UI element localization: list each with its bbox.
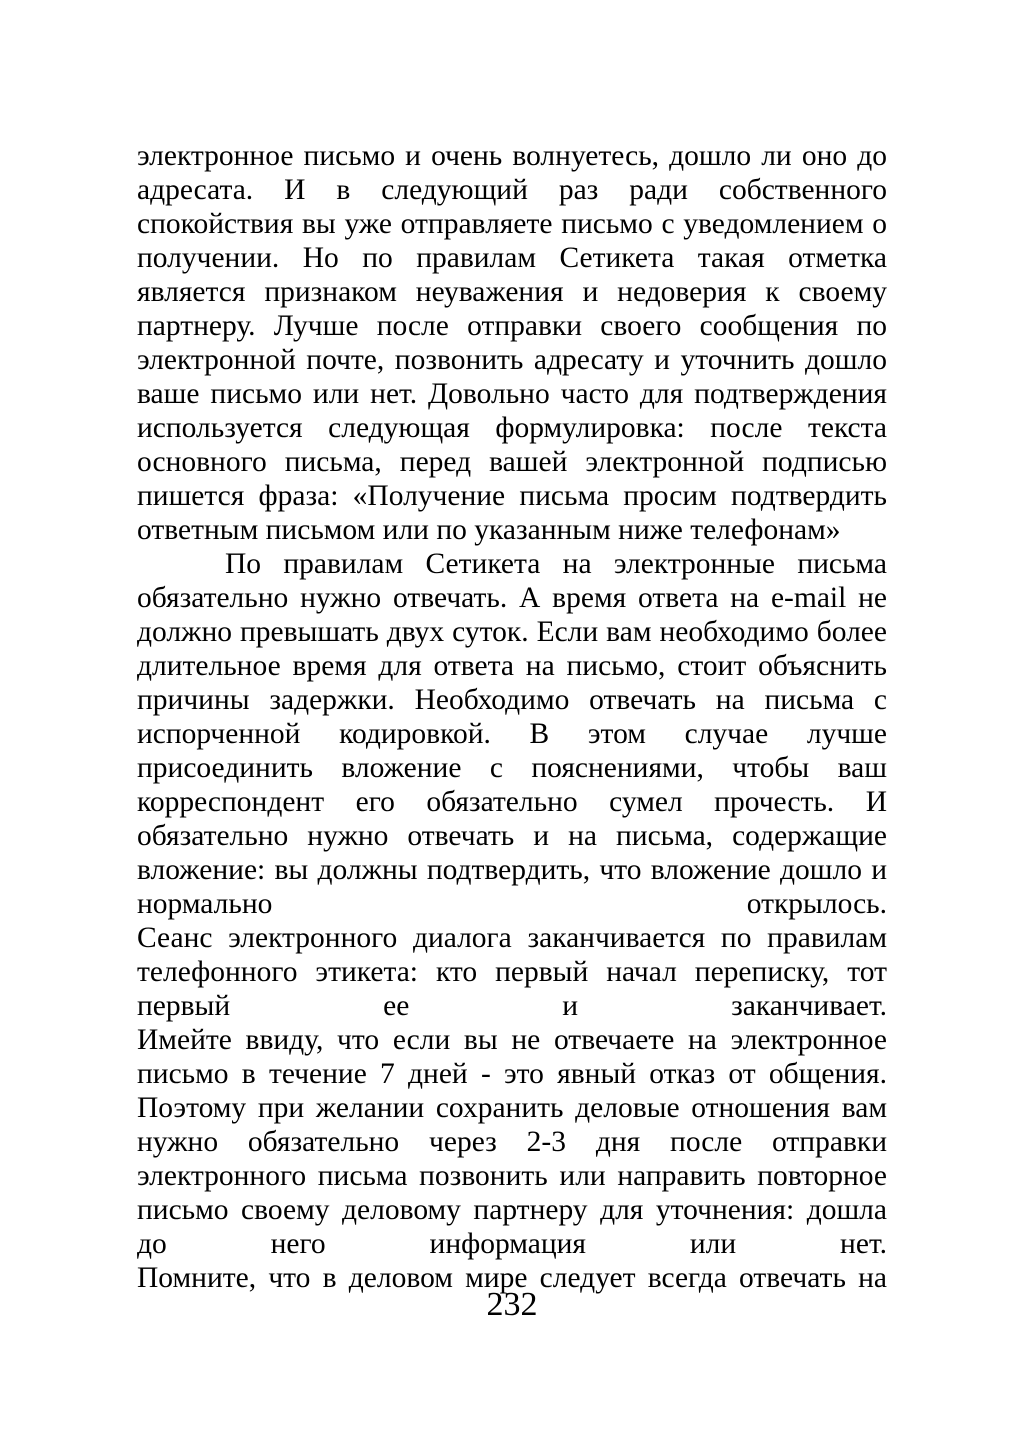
text-line: корреспондент его обязательно сумел прочесть. И — [137, 786, 887, 818]
text-line: используется следующая формулировка: после текста — [137, 412, 887, 444]
text-line: нужно обязательно через 2-3 дня после отправки — [137, 1126, 887, 1158]
text-line: Помните, что в деловом мире следует всегда отвечать на — [137, 1262, 887, 1294]
text-line: основного письма, перед вашей электронной подписью — [137, 446, 887, 478]
text-line: обязательно нужно отвечать. А время ответа на e-mail не — [137, 582, 887, 614]
text-line: ответным письмом или по указанным ниже телефонам» — [137, 514, 841, 546]
text-line: получении. Но по правилам Сетикета такая отметка — [137, 242, 887, 274]
text-line: письмо в течение 7 дней - это явный отказ от общения. — [137, 1058, 887, 1090]
body-text — [137, 139, 887, 1295]
text-line: электронной почте, позвонить адресату и уточнить дошло — [137, 344, 887, 376]
text-line: Имейте ввиду, что если вы не отвечаете на электронное — [137, 1024, 887, 1056]
text-line: Поэтому при желании сохранить деловые отношения вам — [137, 1092, 887, 1124]
text-line: присоединить вложение с пояснениями, чтобы ваш — [137, 752, 887, 784]
text-line: испорченной кодировкой. В этом случае лучше — [137, 718, 887, 750]
text-line: Сеанс электронного диалога заканчивается по правилам — [137, 922, 887, 954]
text-line: является признаком неуважения и недоверия к своему — [137, 276, 887, 308]
text-line: спокойствия вы уже отправляете письмо с уведомлением о — [137, 208, 887, 240]
text-line: адресата. И в следующий раз ради собственного — [137, 174, 887, 206]
text-line: ваше письмо или нет. Довольно часто для подтверждения — [137, 378, 887, 410]
text-line: причины задержки. Необходимо отвечать на письма с — [137, 684, 887, 716]
text-line: длительное время для ответа на письмо, стоит объяснить — [137, 650, 887, 682]
text-line: письмо своему деловому партнеру для уточнения: дошла — [137, 1194, 887, 1226]
text-line: обязательно нужно отвечать и на письма, содержащие — [137, 820, 887, 852]
text-line: телефонного этикета: кто первый начал переписку, тот — [137, 956, 887, 988]
text-line: первый ее и заканчивает. — [137, 990, 887, 1022]
text-line: партнеру. Лучше после отправки своего сообщения по — [137, 310, 887, 342]
text-line: до него информация или нет. — [137, 1228, 887, 1260]
page-number: 232 — [486, 1286, 538, 1323]
text-line: нормально открылось. — [137, 888, 887, 920]
text-line: пишется фраза: «Получение письма просим подтвердить — [137, 480, 887, 512]
text-line: электронного письма позвонить или направить повторное — [137, 1160, 887, 1192]
text-line: вложение: вы должны подтвердить, что вложение дошло и — [137, 854, 887, 886]
text-line: электронное письмо и очень волнуетесь, дошло ли оно до — [137, 140, 887, 172]
paragraph-first-line: По правилам Сетикета на электронные письма — [225, 548, 887, 580]
text-line: должно превышать двух суток. Если вам необходимо более — [137, 616, 887, 648]
